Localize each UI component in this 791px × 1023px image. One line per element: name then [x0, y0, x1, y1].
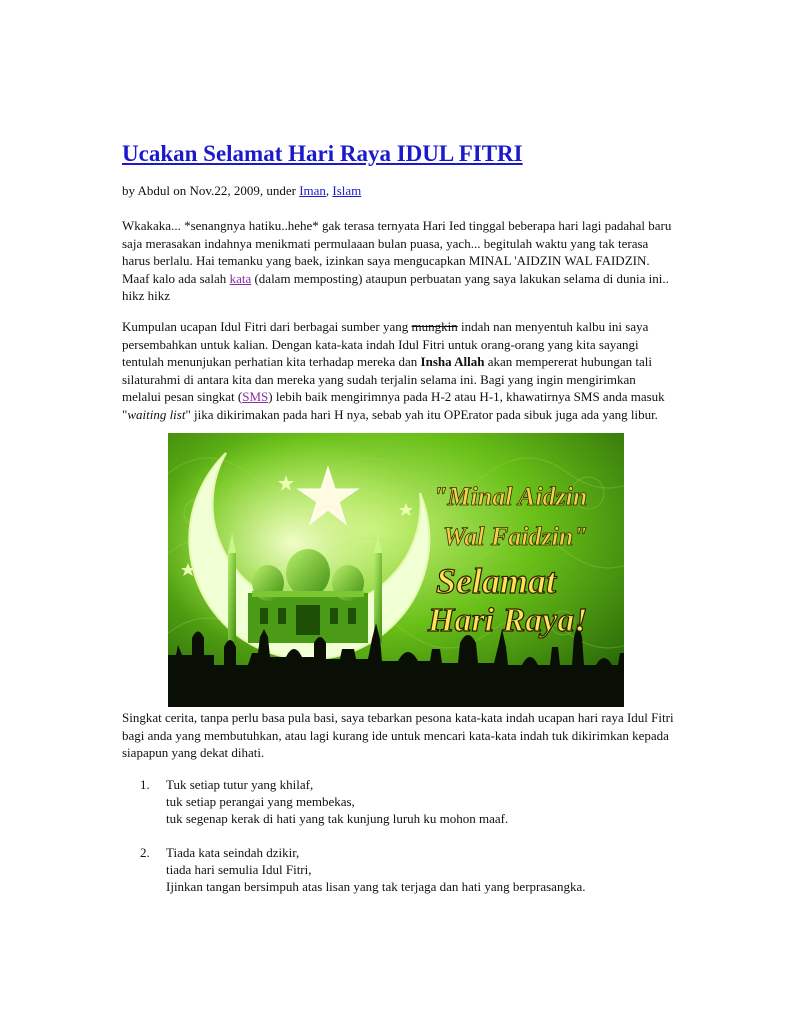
struck-word: mungkin [411, 319, 458, 334]
list-number: 2. [140, 845, 150, 860]
poem-line: tiada hari semulia Idul Fitri, [166, 862, 312, 877]
waiting-list-italic: waiting list [127, 406, 186, 422]
banner-line-1: "Minal Aidzin [433, 482, 588, 511]
byline-text: by Abdul on Nov.22, 2009, under [122, 183, 300, 198]
sms-link[interactable]: SMS [242, 389, 269, 405]
category-link-islam[interactable]: Islam [332, 183, 362, 198]
poem-line: Tiada kata seindah dzikir, [166, 845, 300, 860]
intro-text-end: (dalam memposting) ataupun perbuatan yang saya lakukan selama di dunia ini.. hikz hikz [122, 270, 669, 304]
intro-paragraph [122, 217, 677, 305]
greeting-list [122, 776, 682, 912]
collection-text-3: akan mempererat hubungan tali silaturahmi di antara kita dan mereka yang sudah terjalin selama ini. Bagi yang ingin mengirimkan melalui pesan singkat ( [122, 354, 652, 405]
category-link-iman[interactable]: Iman [299, 183, 326, 198]
banner-line-3: Selamat [436, 561, 557, 601]
list-item [122, 844, 682, 895]
banner-line-2: Wal Faidzin" [443, 522, 588, 551]
poem-line: Tuk setiap tutur yang khilaf, [166, 777, 314, 792]
post-title [122, 140, 523, 168]
collection-text-2: indah nan menyentuh kalbu ini saya persembahkan untuk kalian. Dengan kata-kata indah Idul Fitri untuk orang-orang yang kita sayangi tentulah menunjukan perhatian kita terhadap mereka dan [122, 319, 649, 370]
list-number: 1. [140, 777, 150, 792]
post-title-link[interactable]: Ucakan Selamat Hari Raya IDUL FITRI [122, 141, 523, 166]
eid-greeting-banner [168, 433, 624, 707]
kata-link[interactable]: kata [229, 270, 252, 286]
collection-text-5: " jika dikirimakan pada hari H nya, sebab yah itu OPErator pada sibuk juga ada yang libur. [185, 406, 658, 422]
poem-line: tuk segenap kerak di hati yang tak kunjung luruh ku mohon maaf. [166, 811, 509, 826]
banner-line-4: Hari Raya! [428, 602, 588, 639]
post-byline [122, 183, 361, 199]
list-item [122, 776, 682, 827]
collection-text-4: ) lebih baik mengirimnya pada H-2 atau H-1, khawatirnya SMS anda masuk " [122, 389, 665, 422]
summary-paragraph: Singkat cerita, tanpa perlu basa pula basi, saya tebarkan pesona kata-kata indah ucapan hari raya Idul Fitri bagi anda yang membutuhkan, atau lagi kurang ide untuk mencari kata-kata indah tuk dikirimkan kepada siapapun yang dekat dihati. [122, 710, 674, 761]
collection-text-1: Kumpulan ucapan Idul Fitri dari berbagai sumber yang [122, 319, 412, 334]
poem-line: tuk setiap perangai yang membekas, [166, 794, 355, 809]
category-separator: , [325, 183, 333, 198]
collection-paragraph [122, 318, 677, 424]
poem-line: Ijinkan tangan bersimpuh atas lisan yang tak terjaga dan hati yang berprasangka. [166, 879, 586, 894]
intro-text: Wkakaka... *senangnya hatiku..hehe* gak terasa ternyata Hari Ied tinggal beberapa hari lagi padahal baru saja merasakan indahnya menikmati permulaaan bulan puasa, yach... begitulah waktu yang tak terasa harus berlalu. Hai temanku yang baek, izinkan saya mengucapkan MINAL 'AIDZIN WAL FAIDZIN. Maaf kalo ada salah [122, 218, 672, 286]
insha-allah-bold: Insha Allah [420, 354, 485, 370]
